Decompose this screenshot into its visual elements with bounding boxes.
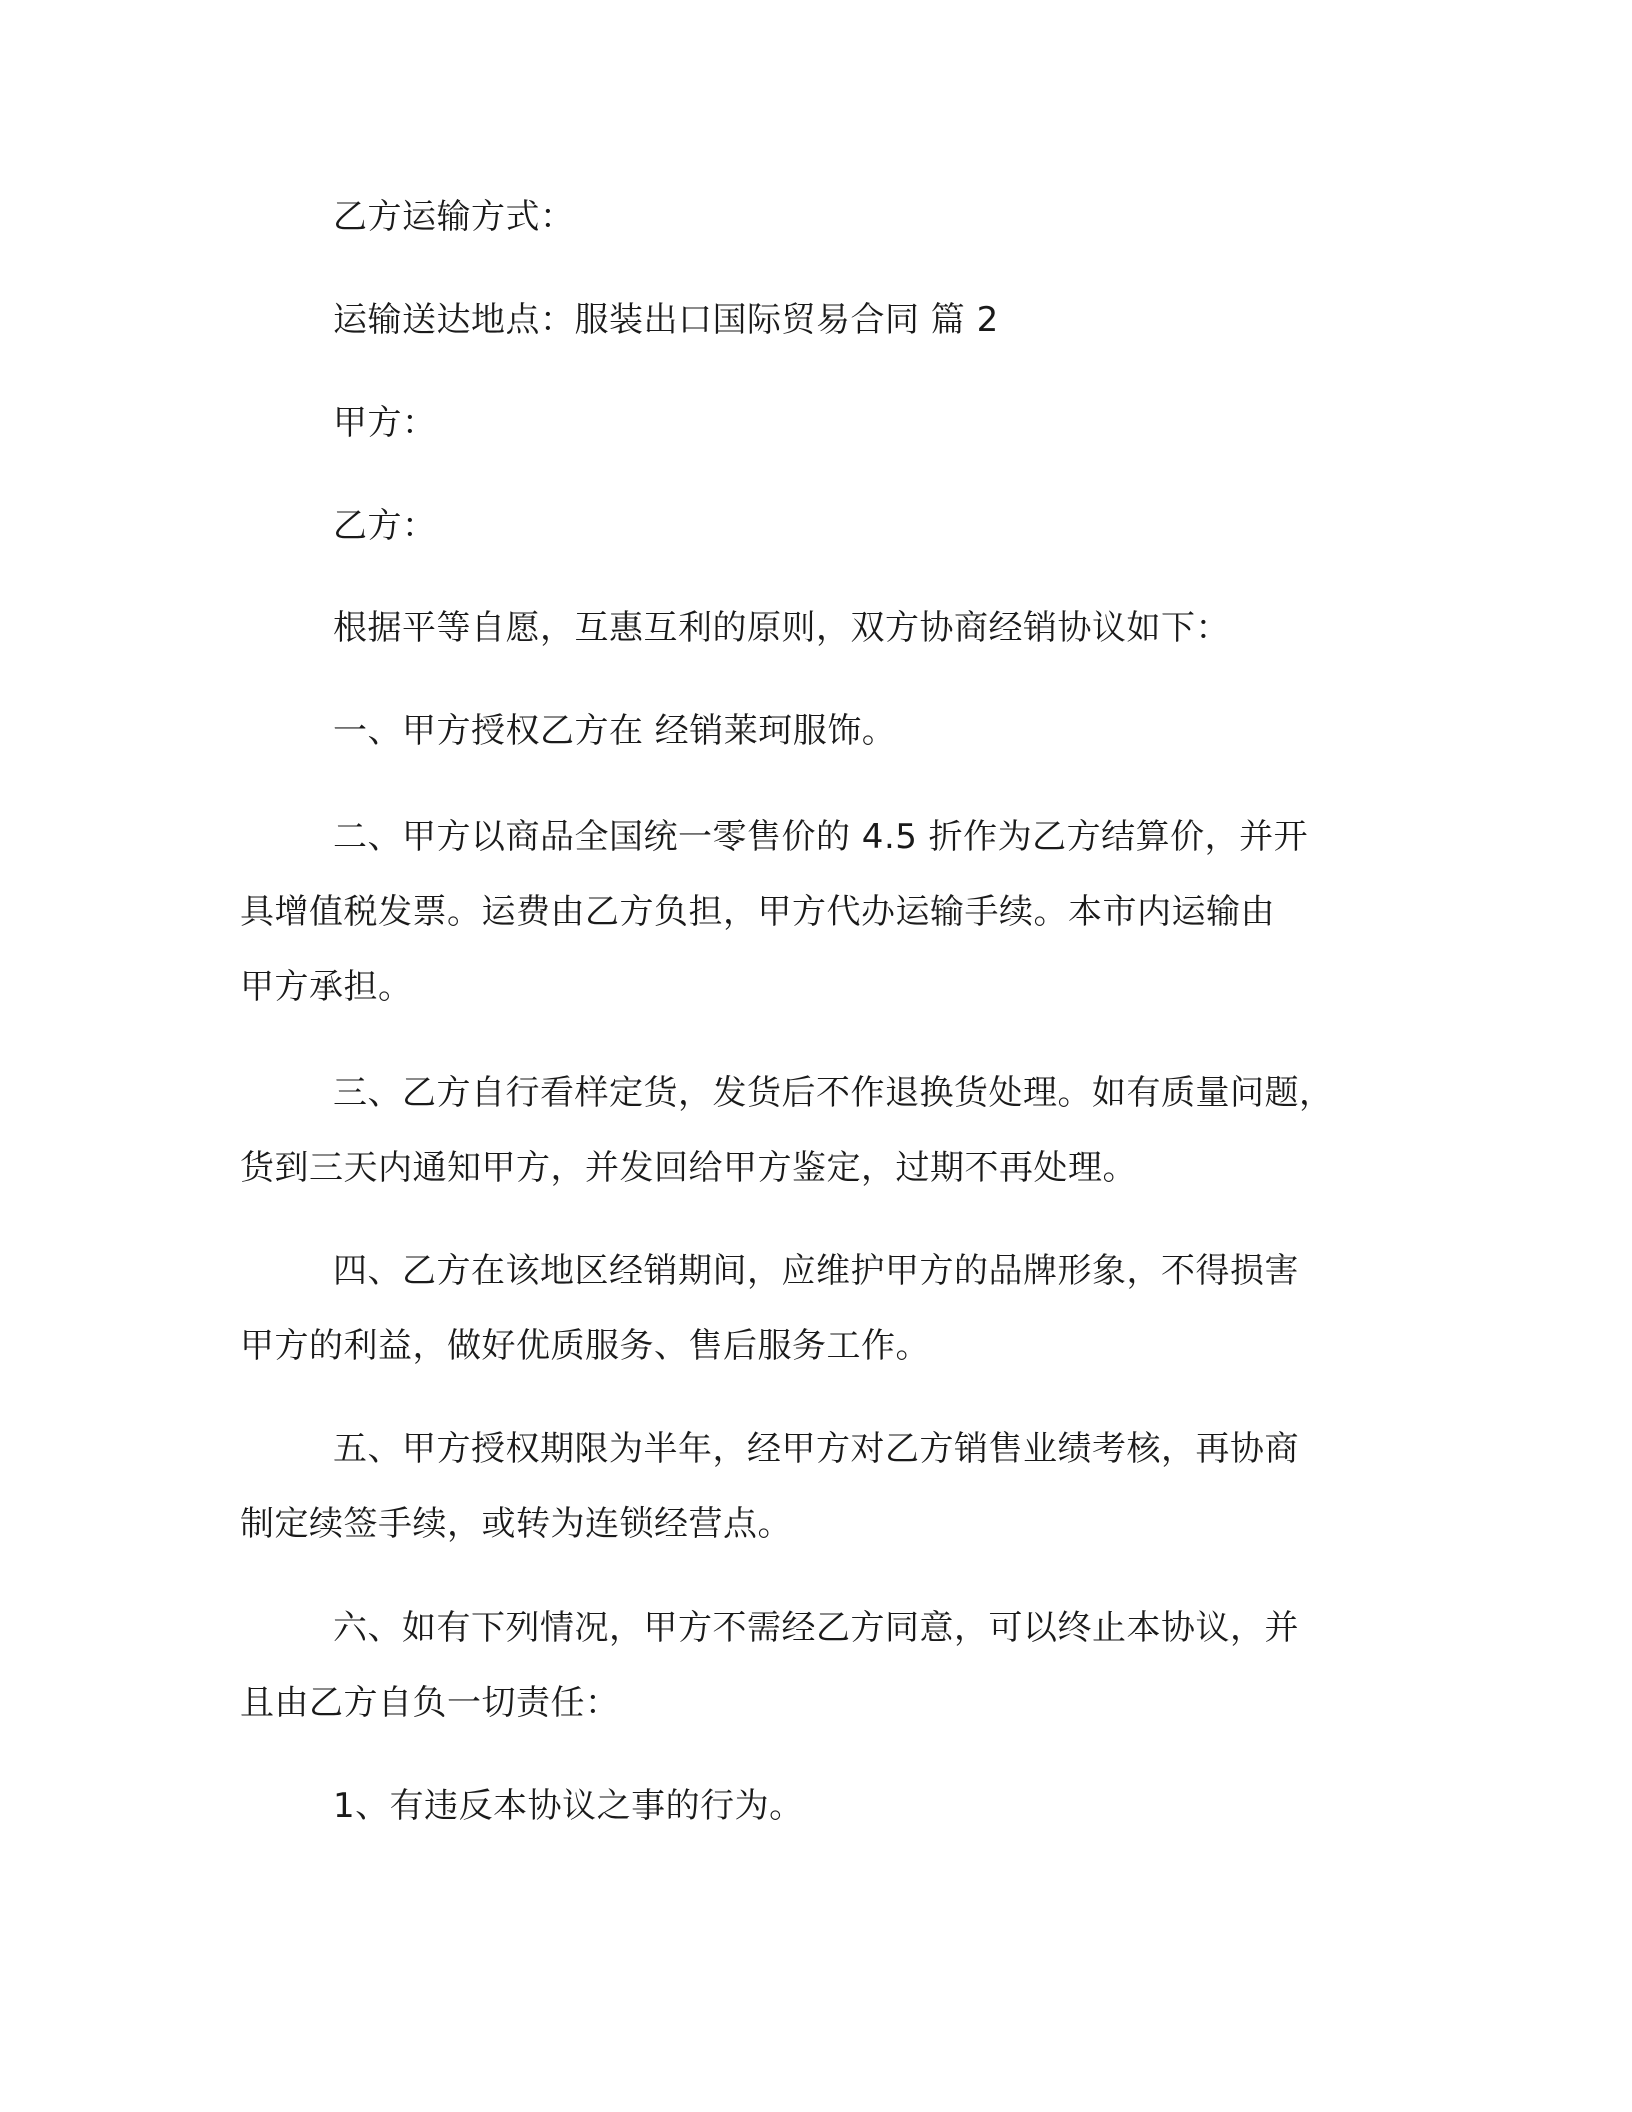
clause-4-line-2: 甲方的利益，做好优质服务、售后服务工作。 <box>240 1326 930 1366</box>
clause-3-line-1: 三、乙方自行看样定货，发货后不作退换货处理。如有质量问题， <box>333 1073 1334 1113</box>
clause-3-line-2: 货到三天内通知甲方，并发回给甲方鉴定，过期不再处理。 <box>240 1148 1137 1188</box>
party-a-line: 甲方： <box>333 403 437 443</box>
clause-1-line: 一、甲方授权乙方在 经销莱珂服饰。 <box>333 711 897 751</box>
clause-5-line-1: 五、甲方授权期限为半年，经甲方对乙方销售业绩考核，再协商 <box>333 1429 1299 1469</box>
clause-6-line-1: 六、如有下列情况，甲方不需经乙方同意，可以终止本协议，并 <box>333 1608 1299 1648</box>
transport-method-line: 乙方运输方式： <box>333 197 575 237</box>
clause-4-line-1: 四、乙方在该地区经销期间，应维护甲方的品牌形象，不得损害 <box>333 1251 1299 1291</box>
clause-6-line-2: 且由乙方自负一切责任： <box>240 1683 620 1723</box>
party-b-line: 乙方： <box>333 506 437 546</box>
clause-2-line-3: 甲方承担。 <box>240 967 413 1007</box>
clause-2-line-1: 二、甲方以商品全国统一零售价的 4.5 折作为乙方结算价，并开 <box>333 817 1309 857</box>
clause-5-line-2: 制定续签手续，或转为连锁经营点。 <box>240 1504 792 1544</box>
preamble-line: 根据平等自愿，互惠互利的原则，双方协商经销协议如下： <box>333 608 1230 648</box>
clause-2-line-2: 具增值税发票。运费由乙方负担，甲方代办运输手续。本市内运输由 <box>240 892 1275 932</box>
clause-6-item-1: 1、有违反本协议之事的行为。 <box>333 1786 804 1826</box>
delivery-location-line: 运输送达地点：服装出口国际贸易合同 篇 2 <box>333 300 999 340</box>
